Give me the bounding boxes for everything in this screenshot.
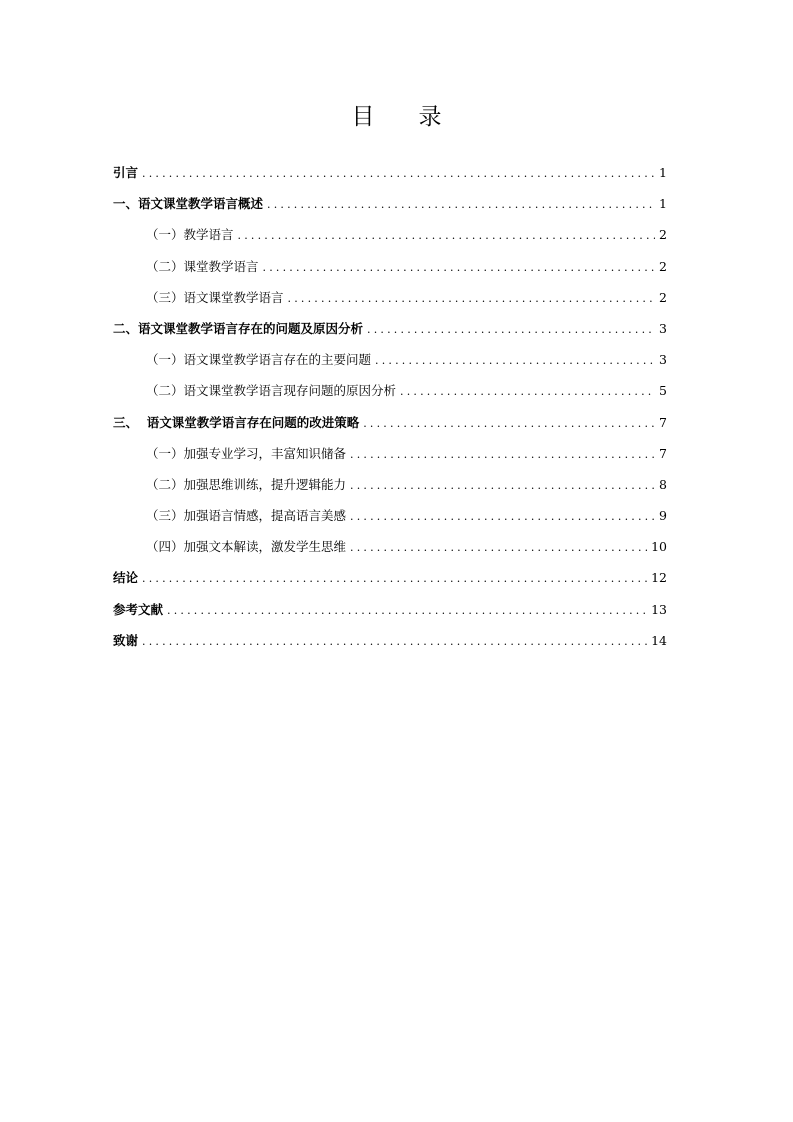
toc-entry[interactable] xyxy=(113,475,667,506)
toc-entry[interactable] xyxy=(113,225,667,256)
toc-entry-page: 1 xyxy=(659,165,667,180)
toc-entry[interactable] xyxy=(113,319,667,350)
toc-dot-leader xyxy=(350,448,655,461)
toc-entry-page: 5 xyxy=(659,383,667,399)
toc-entry-page: 3 xyxy=(659,320,667,336)
toc-entry-page: 14 xyxy=(651,632,667,648)
toc-entry[interactable] xyxy=(113,600,667,631)
toc-entry-label: （二）课堂教学语言 xyxy=(146,258,259,274)
toc-title xyxy=(0,98,793,131)
toc-entry[interactable] xyxy=(113,288,667,319)
toc-dot-leader xyxy=(375,354,655,367)
toc-entry[interactable] xyxy=(113,537,667,568)
toc-title-char-2: 录 xyxy=(418,104,442,130)
toc-entry-label: （四）加强文本解读，激发学生思维 xyxy=(146,539,347,555)
toc-entry-label: （一）语文课堂教学语言存在的主要问题 xyxy=(146,352,372,368)
toc-entry-label: （一）加强专业学习，丰富知识储备 xyxy=(146,445,347,461)
toc-dot-leader xyxy=(142,635,647,648)
toc-entry-label: 二、语文课堂教学语言存在的问题及原因分析 xyxy=(113,320,364,336)
toc-title-char-1: 目 xyxy=(351,104,375,130)
toc-dot-leader xyxy=(142,167,655,180)
toc-dot-leader xyxy=(238,229,656,242)
toc-entry-page: 13 xyxy=(651,601,667,617)
toc-entry-label: 参考文献 xyxy=(113,601,164,617)
toc-entry-label: 三、 语文课堂教学语言存在问题的改进策略 xyxy=(113,414,360,430)
toc-entry-label: 致谢 xyxy=(113,632,139,648)
toc-entry[interactable] xyxy=(113,413,667,444)
toc-entry-page: 7 xyxy=(659,414,667,430)
toc-dot-leader xyxy=(263,261,656,274)
toc-entry-page: 2 xyxy=(659,258,667,274)
toc-dot-leader xyxy=(288,292,656,305)
toc-entry-page: 2 xyxy=(659,289,667,305)
toc-dot-leader xyxy=(350,510,655,523)
toc-dot-leader xyxy=(350,479,655,492)
toc-dot-leader xyxy=(400,385,655,398)
toc-entry-label: （三）语文课堂教学语言 xyxy=(146,289,284,305)
toc-entry-page: 1 xyxy=(659,196,667,212)
toc-dot-leader xyxy=(367,323,655,336)
toc-entry[interactable] xyxy=(113,381,667,412)
toc-entry-label: （三）加强语言情感，提高语言美感 xyxy=(146,508,347,524)
toc-entry-label: （一）教学语言 xyxy=(146,227,234,243)
toc-dot-leader xyxy=(142,572,647,585)
toc-entry[interactable] xyxy=(113,568,667,599)
toc-entry-page: 10 xyxy=(651,539,667,555)
toc-entry[interactable] xyxy=(113,350,667,381)
toc-dot-leader xyxy=(363,417,655,430)
toc-entry-label: 结论 xyxy=(113,570,139,586)
toc-entry-label: 引言 xyxy=(113,165,139,180)
toc-entry-page: 7 xyxy=(659,445,667,461)
toc-entry[interactable] xyxy=(113,194,667,225)
toc-entry[interactable] xyxy=(113,631,667,662)
toc-dot-leader xyxy=(350,541,647,554)
toc-entry-label: （二）语文课堂教学语言现存问题的原因分析 xyxy=(146,383,397,399)
toc-entry[interactable] xyxy=(113,257,667,288)
toc-entry[interactable] xyxy=(113,444,667,475)
toc-entry-page: 9 xyxy=(659,508,667,524)
toc-entry[interactable] xyxy=(113,506,667,537)
toc-dot-leader xyxy=(167,604,647,617)
toc-entry-page: 12 xyxy=(651,570,667,586)
toc-dot-leader xyxy=(267,198,655,211)
toc-entry-label: （二）加强思维训练，提升逻辑能力 xyxy=(146,476,347,492)
toc-entry-label: 一、语文课堂教学语言概述 xyxy=(113,196,264,212)
toc-entry[interactable] xyxy=(113,163,667,194)
table-of-contents xyxy=(113,163,667,662)
toc-entry-page: 2 xyxy=(659,227,667,243)
toc-entry-page: 3 xyxy=(659,352,667,368)
toc-entry-page: 8 xyxy=(659,476,667,492)
